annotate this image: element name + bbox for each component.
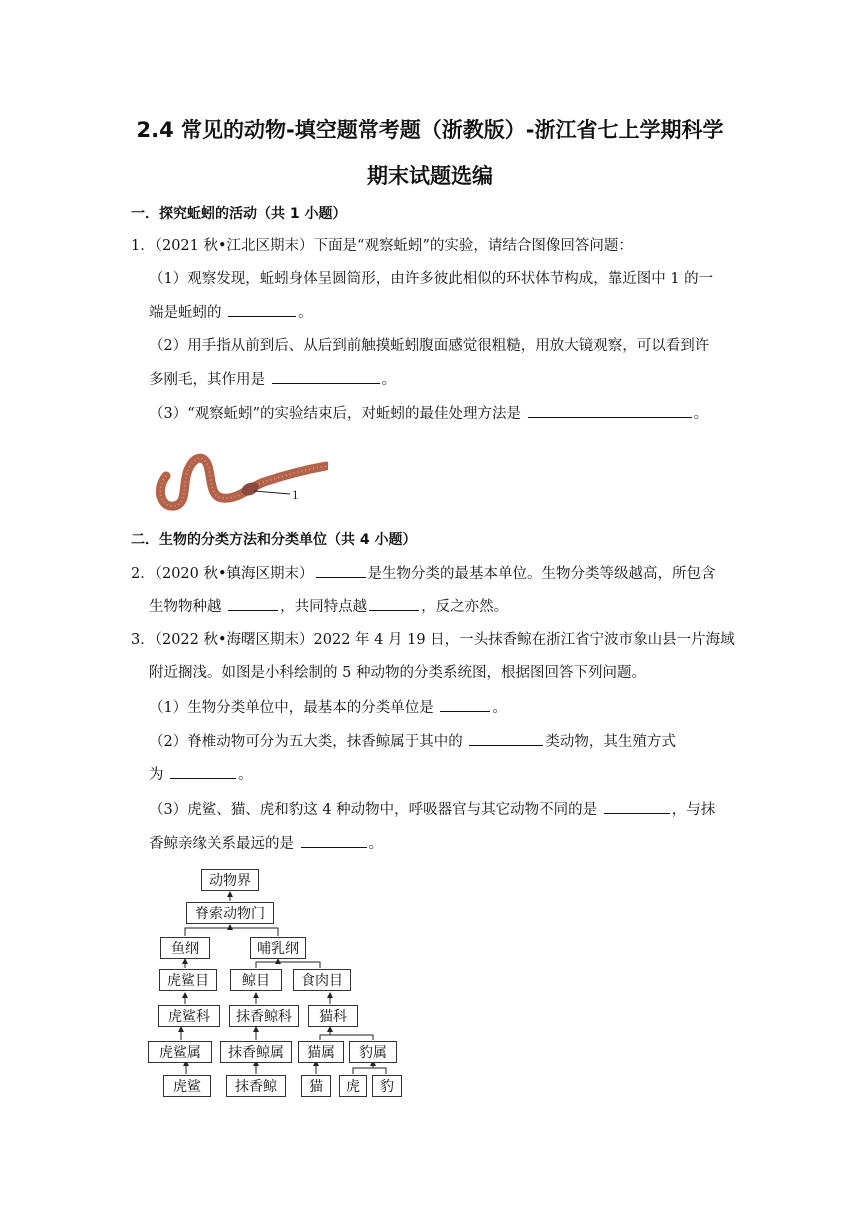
page-title-line2: 期末试题选编 — [367, 164, 493, 188]
tree-node-species-cat: 猫 — [301, 1075, 331, 1097]
question-1-part1-line1: （1）观察发现，蚯蚓身体呈圆筒形，由许多彼此相似的环状体节构成，靠近图中 1 的一 — [149, 271, 714, 287]
tree-node-species-tiger: 虎 — [339, 1075, 367, 1097]
text: 香鲸亲缘关系最远的是 — [149, 836, 294, 852]
tree-node-genus-panthera: 豹属 — [349, 1041, 397, 1063]
text: （2）脊椎动物可分为五大类，抹香鲸属于其中的 — [149, 734, 463, 750]
page-title: 2.4 常见的动物-填空题常考题（浙教版）-浙江省七上学期科学 — [136, 118, 724, 142]
text: 生物物种越 — [149, 599, 222, 615]
tree-node-phylum: 脊索动物门 — [186, 902, 274, 924]
question-1-stem: 1．（2021 秋•江北区期末）下面是“观察蚯蚓”的实验，请结合图像回答问题： — [131, 238, 633, 254]
tree-node-genus-shark: 虎鲨属 — [148, 1041, 212, 1063]
text: 。 — [238, 767, 253, 783]
section-heading-1: 一．探究蚯蚓的活动（共 1 小题） — [131, 206, 347, 222]
tree-node-species-whale: 抹香鲸 — [226, 1075, 286, 1097]
text: 。 — [298, 305, 313, 321]
text: ，反之亦然。 — [421, 599, 509, 615]
text: 。 — [492, 700, 507, 716]
text: 端是蚯蚓的 — [149, 305, 222, 321]
tree-node-family-whale: 抹香鲸科 — [229, 1005, 299, 1027]
question-3-line2: 附近搁浅。如图是小科绘制的 5 种动物的分类系统图，根据图回答下列问题。 — [149, 665, 646, 681]
text: 。 — [381, 372, 397, 388]
text: 类动物，其生殖方式 — [545, 734, 676, 750]
tree-node-order-carnivore: 食肉目 — [293, 969, 351, 991]
text: 。 — [368, 836, 384, 852]
tree-node-species-shark: 虎鲨 — [163, 1075, 211, 1097]
text: 。 — [693, 406, 709, 422]
tree-node-family-shark: 虎鲨科 — [158, 1005, 220, 1027]
text: 多刚毛，其作用是 — [149, 372, 265, 388]
text: ，共同特点越 — [280, 599, 368, 615]
text: （3）“观察蚯蚓”的实验结束后，对蚯蚓的最佳处理方法是 — [149, 406, 522, 422]
text: （1）生物分类单位中，最基本的分类单位是 — [149, 700, 434, 716]
text: （3）虎鲨、猫、虎和豹这 4 种动物中，呼吸器官与其它动物不同的是 — [149, 802, 598, 818]
tree-node-order-whale: 鲸目 — [230, 969, 282, 991]
section-heading-2: 二．生物的分类方法和分类单位（共 4 小题） — [131, 532, 417, 548]
tree-node-family-cat: 猫科 — [308, 1005, 358, 1027]
tree-node-class-fish: 鱼纲 — [160, 937, 210, 959]
tree-node-genus-cat: 猫属 — [298, 1041, 344, 1063]
text: 2．（2020 秋•镇海区期末） — [131, 566, 314, 582]
text: 是生物分类的最基本单位。生物分类等级越高，所包含 — [367, 566, 716, 582]
tree-node-kingdom: 动物界 — [201, 869, 259, 891]
figure-label-1: 1 — [292, 487, 299, 502]
tree-node-class-mammal: 哺乳纲 — [250, 937, 306, 959]
question-1-part2-line1: （2）用手指从前到后、从后到前触摸蚯蚓腹面感觉很粗糙，用放大镜观察，可以看到许 — [149, 338, 710, 354]
tree-node-species-leopard: 豹 — [372, 1075, 402, 1097]
question-3-line1: 3．（2022 秋•海曙区期末）2022 年 4 月 19 日，一头抹香鲸在浙江省宁波市象山县一片海域 — [131, 632, 735, 648]
tree-node-genus-whale: 抹香鲸属 — [220, 1041, 292, 1063]
text: ，与抹 — [671, 802, 716, 818]
text: 为 — [149, 767, 164, 783]
tree-node-order-shark: 虎鲨目 — [159, 969, 217, 991]
